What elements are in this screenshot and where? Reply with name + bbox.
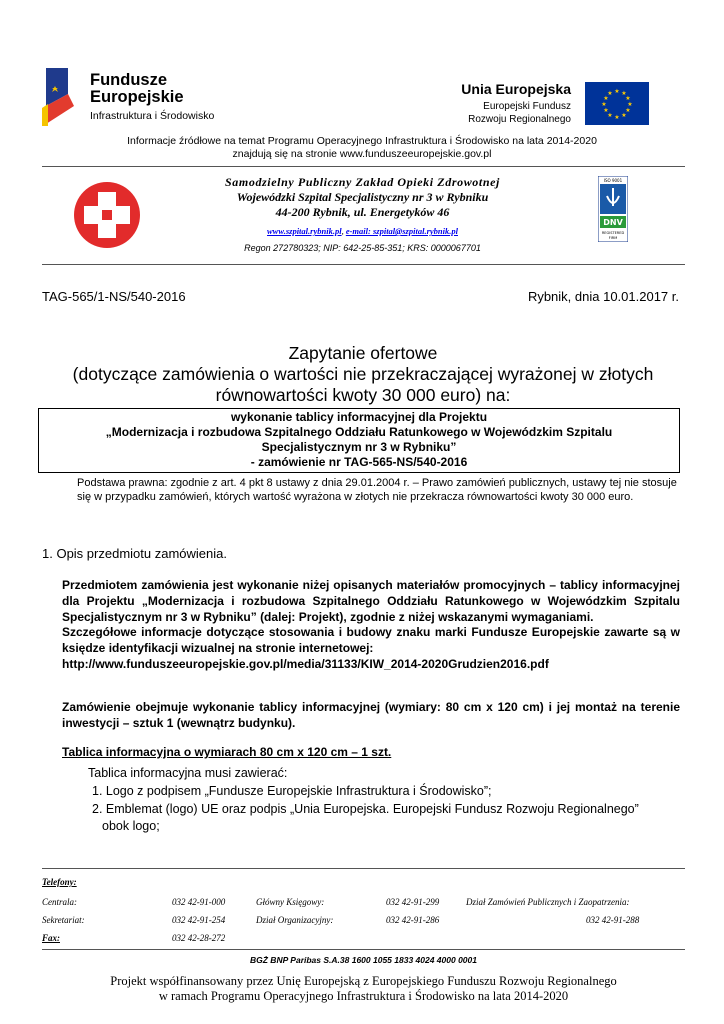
hospital-name: Samodzielny Publiczny Zakład Opieki Zdrowotnej [225,175,500,189]
divider [42,949,685,950]
svg-text:★: ★ [614,114,620,121]
dnv-iso-label: ISO 9001 [603,178,623,183]
svg-text:★: ★ [607,90,613,97]
divider [42,264,685,265]
program-info: Informacje źródłowe na temat Programu Operacyjnego Infrastruktura i Środowisko na lata 2014-2020 znajdują się na stronie www.funduszeeuropejskie.gov.pl [127,135,597,160]
svg-text:★: ★ [607,112,613,119]
dnv-certification-logo [598,176,628,242]
ue-logo-title: Unia Europejska [461,81,571,97]
section-heading: 1. Opis przedmiotu zamówienia. [42,546,227,561]
document-title: Zapytanie ofertowe (dotyczące zamówienia o wartości nie przekraczającej wyrażonej w złotych równowartości kwoty 30 000 euro) na: [72,343,654,405]
email-link[interactable]: e-mail: szpital@szpital.rybnik.pl [345,226,458,236]
website-link[interactable]: www.szpital.rybnik.pl [267,226,342,236]
bank-account: BGŻ BNP Paribas S.A.38 1600 1055 1833 4024 4000 0001 [250,955,477,965]
order-description: Przedmiotem zamówienia jest wykonanie niżej opisanych materiałów promocyjnych – tablicy informacyjnej dla Projektu „Modernizacja i rozbudowa Szpitalnego Oddziału Ratunkowego w Wojewódzkim Szpitalu Specjalistycznym nr 3 w Rybniku” (dalej: Projekt), zgodnie z niżej wskazanymi wymaganiami. Szczegółowe informacje dotyczące stosowania i budowy znaku marki Fundusze Europejskie zawarte są w księdze identyfikacji wizualnej na stronie internetowej: http://www.funduszeeuropejskie.gov.pl/media/31133/KIW_2014-2020Grudzien2016.pdf [62,578,680,671]
subject-text: wykonanie tablicy informacyjnej dla Projektu „Modernizacja i rozbudowa Szpitalnego Oddziału Ratunkowego w Wojewódzkim Szpitalu Specjalistycznym nr 3 w Rybniku” - zamówienie nr TAG-565-NS/540-2016 [105,410,613,469]
organizacyjny-label: Dział Organizacyjny: [256,915,334,925]
hospital-registration: Regon 272780323; NIP: 642-25-85-351; KRS: 0000067701 [244,243,481,253]
ue-logo-subtitle: Europejski Fundusz Rozwoju Regionalnego [468,101,571,125]
svg-text:★: ★ [627,101,633,108]
list-item: 2. Emblemat (logo) UE oraz podpis „Unia Europejska. Europejski Fundusz Rozwoju Regionalnego” obok logo; [92,802,639,833]
sekretariat-label: Sekretariat: [42,915,85,925]
hospital-logo [72,180,142,250]
organizacyjny-phone: 032 42-91-286 [386,915,440,925]
kiw-url: http://www.funduszeeuropejskie.gov.pl/media/31133/KIW_2014-2020Grudzien2016.pdf [62,656,549,671]
table-intro: Tablica informacyjna musi zawierać: [88,766,288,780]
fe-logo-title: Fundusze Europejskie [90,71,184,106]
svg-text:★: ★ [621,90,627,97]
fe-logo-subtitle: Infrastruktura i Środowisko [90,110,215,122]
svg-text:★: ★ [601,101,607,108]
dnv-firm: FIRM [608,236,618,240]
ksiegowy-label: Główny Księgowy: [256,897,325,907]
sekretariat-phone: 032 42-91-254 [172,915,226,925]
fax-label: Fax: [42,933,60,943]
svg-text:★: ★ [621,112,627,119]
fax-number: 032 42-28-272 [172,933,226,943]
fundusze-europejskie-logo [42,66,78,128]
cofinancing-note: Projekt współfinansowany przez Unię Europejską z Europejskiego Funduszu Rozwoju Regionalnego w ramach Programu Operacyjnego Infrastruktura i Środowisko na lata 2014-2020 [110,974,617,1003]
svg-text:★: ★ [625,107,631,114]
svg-text:★: ★ [625,95,631,102]
order-scope: Zamówienie obejmuje wykonanie tablicy informacyjnej (wymiary: 80 cm x 120 cm) i jej montaż na terenie inwestycji – sztuk 1 (wewnątrz budynku). [62,700,680,730]
dnv-registered: REGISTERED [601,231,625,235]
eu-flag-icon [585,82,649,125]
document-date: Rybnik, dnia 10.01.2017 r. [527,289,679,304]
divider [42,868,685,869]
svg-text:★: ★ [603,95,609,102]
svg-text:★: ★ [603,107,609,114]
dnv-text: DNV [603,218,623,227]
list-item: 1. Logo z podpisem „Fundusze Europejskie Infrastruktura i Środowisko”; [92,784,492,798]
phones-label: Telefony: [42,877,77,887]
hospital-unit: Wojewódzki Szpital Specjalistyczny nr 3 w Rybniku [236,190,489,204]
divider [42,166,685,167]
hospital-address: 44-200 Rybnik, ul. Energetyków 46 [275,205,450,219]
legal-basis: Podstawa prawna: zgodnie z art. 4 pkt 8 ustawy z dnia 29.01.2004 r. – Prawo zamówień publicznych, ustawy tej nie stosuje się w przypadku zamówień, których wartość wyrażona w złotych nie przekracza równowartości kwoty 30 000 euro. [77,477,677,503]
svg-text:★: ★ [614,88,620,95]
hospital-links: www.szpital.rybnik.pl, e-mail: szpital@szpital.rybnik.pl [267,226,458,236]
centrala-phone: 032 42-91-000 [172,897,226,907]
table-heading: Tablica informacyjna o wymiarach 80 cm x 120 cm – 1 szt. [62,745,392,759]
centrala-label: Centrala: [42,897,77,907]
document-reference: TAG-565/1-NS/540-2016 [42,289,186,304]
zamowienia-label: Dział Zamówień Publicznych i Zaopatrzenia: [466,897,630,907]
zamowienia-phone: 032 42-91-288 [586,915,640,925]
ksiegowy-phone: 032 42-91-299 [386,897,440,907]
